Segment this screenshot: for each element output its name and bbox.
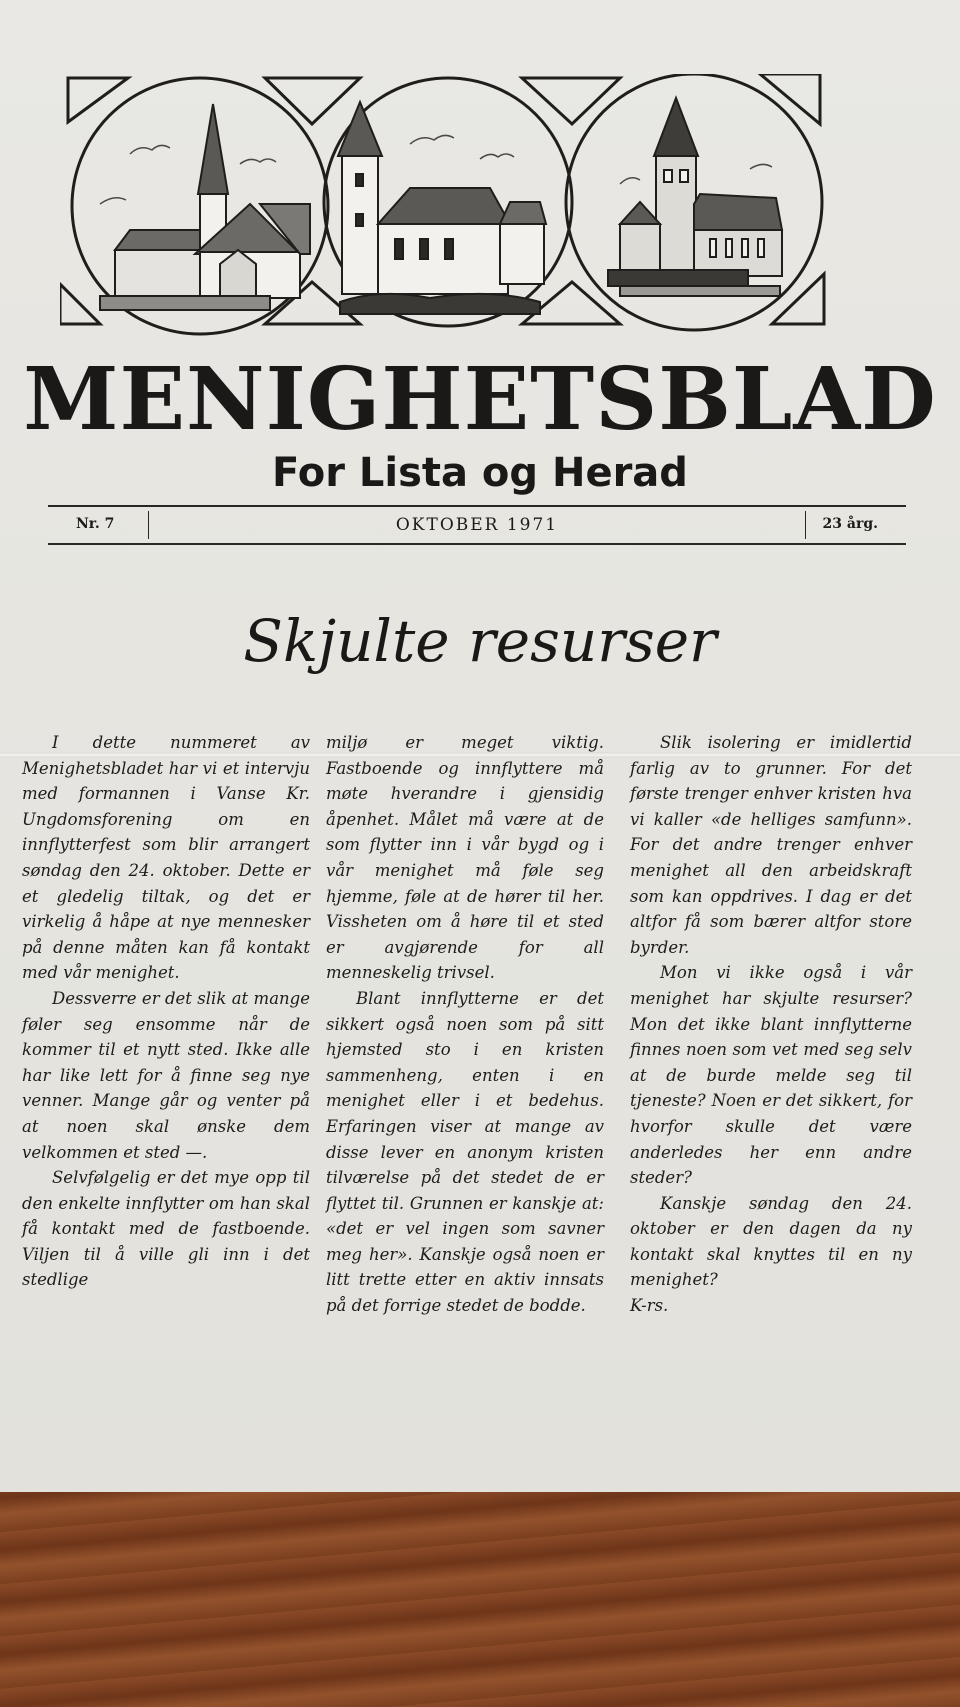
article-column-3 xyxy=(630,730,912,1319)
issue-number: Nr. 7 xyxy=(76,516,115,532)
church-left-icon xyxy=(100,104,310,310)
triangle-ornament xyxy=(265,78,360,124)
article-paragraph: I dette nummeret av Menighetsbladet har vi et intervju med formannen i Vanse Kr. Ungdomsforening om en innflytterfest som blir arrangert søndag den 24. oktober. Dette er et gledelig tiltak, og det er virkelig å håpe at nye mennesker på denne måten kan få kontakt med vår menighet. xyxy=(22,733,310,983)
issue-info-bar xyxy=(48,505,906,545)
wooden-table-background xyxy=(0,1480,960,1707)
article-paragraph: miljø er meget viktig. Fastboende og innflyttere må møte hverandre i gjensidig åpenhet. Målet må være at de som flytter inn i vår bygd og i vår menighet må føle seg hjemme, føle at de hører til her. Vissheten om å høre til et sted er avgjørende for all menneskelig trivsel. xyxy=(326,733,604,983)
article-paragraph: Kanskje søndag den 24. oktober er den dagen da ny kontakt skal knyttes til en ny menighet? xyxy=(630,1193,912,1290)
article-paragraph: Selvfølgelig er det mye opp til den enkelte innflytter om han skal få kontakt med de fastboende. Viljen til å ville gli inn i det stedlige xyxy=(22,1168,310,1290)
church-middle-icon xyxy=(338,102,546,314)
article-signature: K-rs. xyxy=(630,1296,669,1316)
article-column-2 xyxy=(326,730,604,1319)
triangle-ornament xyxy=(772,274,824,324)
article-column-1 xyxy=(22,730,310,1293)
paper-fold-crease xyxy=(0,752,960,758)
church-right-icon xyxy=(608,98,782,296)
article-headline: Skjulte resurser xyxy=(243,607,717,675)
issue-date: OKTOBER 1971 xyxy=(395,515,559,535)
article-paragraph: Blant innflytterne er det sikkert også noen som på sitt hjemsted sto i en kristen sammenheng, enten i en menighet eller i et bedehus. Erfaringen viser at mange av disse lever en anonym kristen tilværelse på det stedet de er flyttet til. Grunnen er kanskje at: «det er vel ingen som savner meg her». Kanskje også noen er litt trette etter en aktiv innsats på det forrige stedet de bodde. xyxy=(326,988,604,1316)
church-illustrations-banner xyxy=(60,74,900,364)
article-paragraph: Mon vi ikke også i vår menighet har skjulte resurser? Mon det ikke blant innflytterne finnes noen som vet med seg selv at de burde melde seg til tjeneste? Noen er det sikkert, for hvorfor skulle det være anderledes her enn andre steder? xyxy=(630,963,912,1188)
triangle-ornament xyxy=(60,284,100,324)
divider xyxy=(805,511,806,539)
article-paragraph: Dessverre er det slik at mange føler seg ensomme når de kommer til et nytt sted. Ikke alle har like lett for å finne seg nye venner. Mange går og venter på at noen skal ønske dem velkommen et sted —. xyxy=(22,988,310,1162)
newsletter-subtitle: For Lista og Herad xyxy=(272,450,688,496)
newsletter-title: MENIGHETSBLAD xyxy=(23,349,937,450)
volume-number: 23 årg. xyxy=(822,516,878,532)
triangle-ornament xyxy=(68,78,128,122)
article-paragraph: Slik isolering er imidlertid farlig av to grunner. For det første trenger enhver kristen hva vi kaller «de helliges samfunn». For det andre trenger enhver menighet all den arbeidskraft som kan oppdrives. I dag er det altfor få som bærer altfor store byrder. xyxy=(630,733,912,957)
